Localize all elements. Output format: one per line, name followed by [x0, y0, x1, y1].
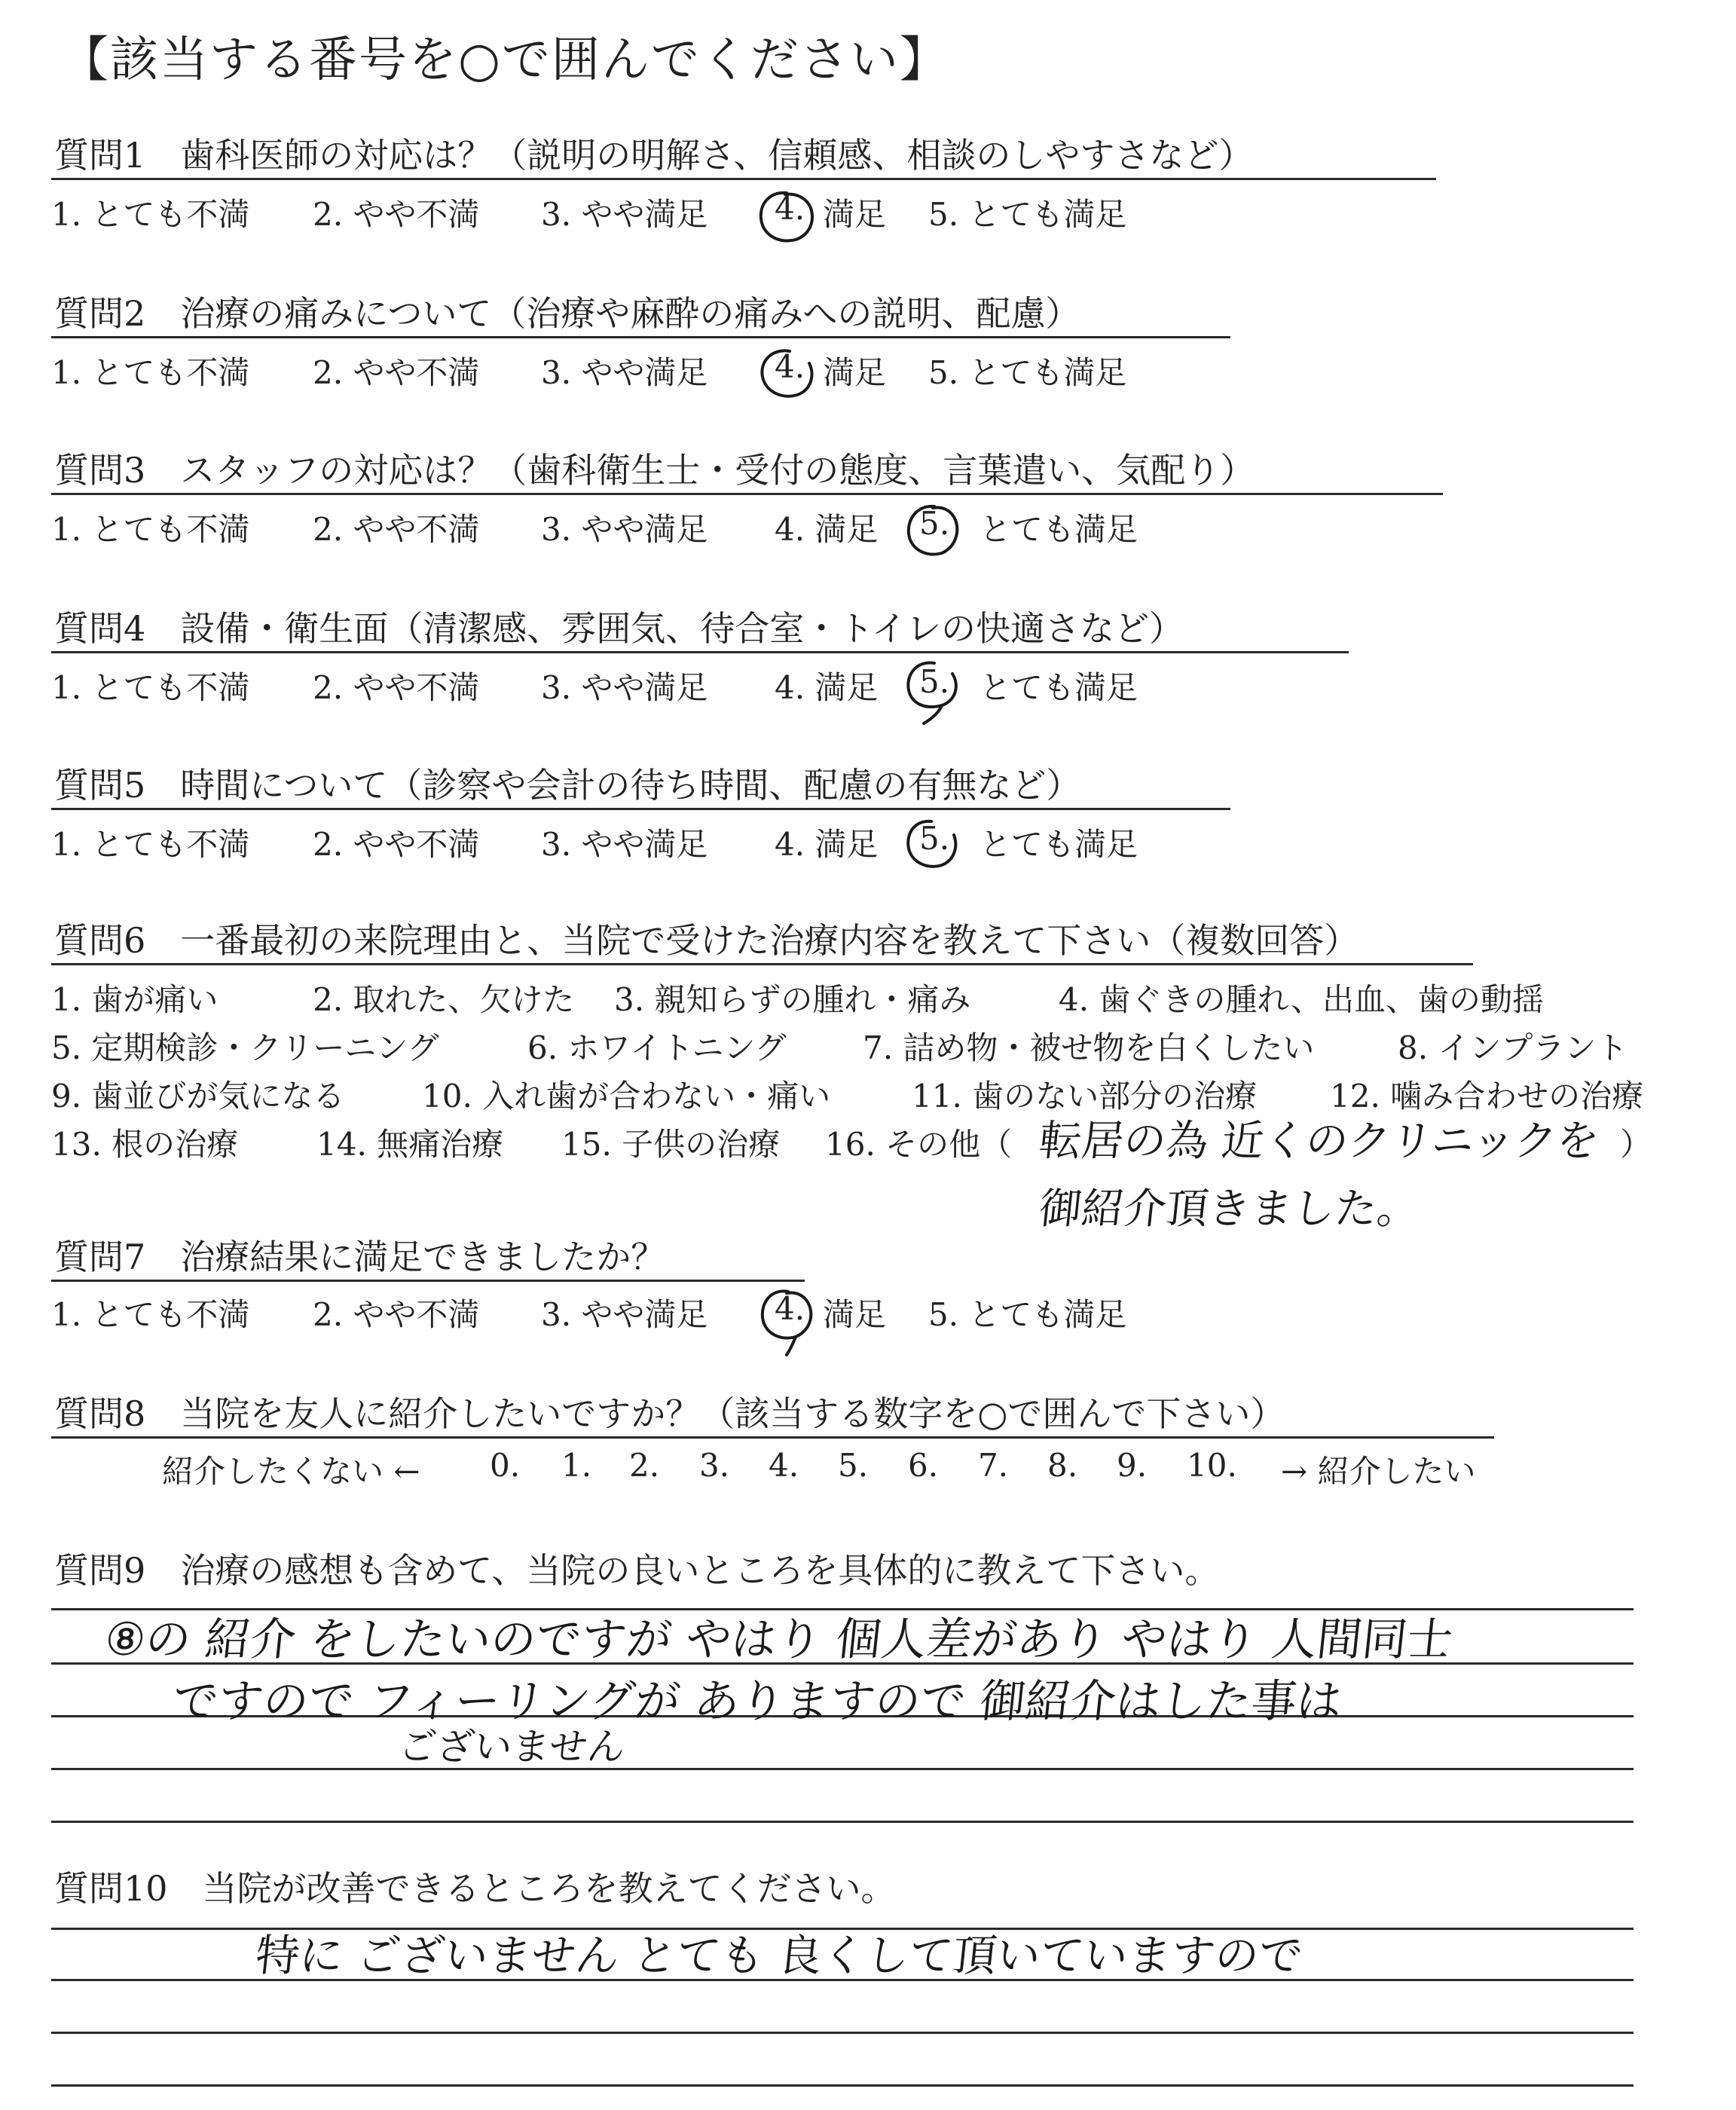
q6-other-answer-line1[interactable]: 転居の為 近くのクリニックを: [1037, 1117, 1602, 1166]
q9-answer-line-2[interactable]: ですので フィーリングが ありますので 御紹介はした事は: [170, 1675, 1345, 1728]
q4-option-3[interactable]: 3. やや満足: [541, 669, 708, 706]
q8-option-10[interactable]: 10.: [1187, 1447, 1237, 1484]
question-7-title: 質問7 治療結果に満足できましたか？: [54, 1237, 666, 1277]
q7-selection-circle: [756, 1286, 817, 1361]
q1-option-5[interactable]: 5. とても満足: [928, 196, 1127, 233]
q6-option-11[interactable]: 11. 歯のない部分の治療: [912, 1078, 1258, 1115]
question-8-underline: [51, 1436, 1494, 1439]
q5-selection-circle: [901, 815, 961, 876]
question-7-underline: [51, 1280, 805, 1282]
q4-option-2[interactable]: 2. やや不満: [313, 669, 480, 706]
q7-option-4-label: 満足: [823, 1296, 887, 1333]
q8-option-7[interactable]: 7.: [978, 1447, 1009, 1484]
q6-option-3[interactable]: 3. 親知らずの腫れ・痛み: [614, 981, 971, 1018]
q6-option-5[interactable]: 5. 定期検診・クリーニング: [51, 1029, 439, 1066]
q8-option-8[interactable]: 8.: [1047, 1447, 1078, 1484]
question-3-title: 質問3 スタッフの対応は？（歯科衛生士・受付の態度、言葉遣い、気配り）: [54, 450, 1255, 491]
q1-option-4[interactable]: 4.: [775, 190, 805, 227]
q6-option-9[interactable]: 9. 歯並びが気になる: [51, 1078, 345, 1115]
question-6-title: 質問6 一番最初の来院理由と、当院で受けた治療内容を教えて下さい（複数回答）: [54, 920, 1359, 961]
q6-option-1[interactable]: 1. 歯が痛い: [51, 981, 219, 1018]
q1-option-2[interactable]: 2. やや不満: [313, 196, 480, 233]
q2-option-1[interactable]: 1. とても不満: [51, 354, 250, 391]
q5-option-5[interactable]: 5.: [919, 820, 950, 857]
q6-option-10[interactable]: 10. 入れ歯が合わない・痛い: [422, 1078, 831, 1115]
q1-selection-circle: [756, 188, 817, 249]
q4-option-5[interactable]: 5.: [919, 663, 950, 700]
q7-option-5[interactable]: 5. とても満足: [928, 1296, 1127, 1333]
q9-writing-line-5: [51, 1821, 1634, 1823]
q6-option-16[interactable]: 16. その他（: [825, 1126, 1013, 1163]
q6-option-7[interactable]: 7. 詰め物・被せ物を白くしたい: [863, 1029, 1315, 1066]
q9-answer-line-3[interactable]: ございません: [396, 1725, 628, 1769]
q3-option-2[interactable]: 2. やや不満: [313, 511, 480, 548]
question-8-title: 質問8 当院を友人に紹介したいですか？（該当する数字を○で囲んで下さい）: [54, 1393, 1285, 1434]
q6-option-2[interactable]: 2. 取れた、欠けた: [313, 981, 575, 1018]
q2-option-4[interactable]: 4.: [775, 348, 805, 385]
question-6-underline: [51, 963, 1473, 965]
q2-option-2[interactable]: 2. やや不満: [313, 354, 480, 391]
q8-option-1[interactable]: 1.: [561, 1447, 592, 1484]
q10-answer-line-1[interactable]: 特に ございません とても 良くして頂いていますので: [252, 1930, 1306, 1981]
q6-other-answer-line2[interactable]: 御紹介頂きました。: [1037, 1185, 1422, 1234]
q8-option-5[interactable]: 5.: [838, 1447, 869, 1484]
q8-scale-left-label: 紹介したくない ←: [162, 1453, 420, 1490]
q5-option-4[interactable]: 4. 満足: [775, 826, 879, 863]
q8-option-4[interactable]: 4.: [769, 1447, 799, 1484]
q8-scale-right-label: → 紹介したい: [1281, 1453, 1476, 1490]
q8-option-3[interactable]: 3.: [699, 1447, 730, 1484]
q6-option-6[interactable]: 6. ホワイトニング: [527, 1029, 787, 1066]
q7-option-3[interactable]: 3. やや満足: [541, 1296, 708, 1333]
q10-writing-line-4: [51, 2084, 1634, 2087]
q6-option-15[interactable]: 15. 子供の治療: [561, 1126, 781, 1163]
q7-option-1[interactable]: 1. とても不満: [51, 1296, 250, 1333]
q1-option-4-label: 満足: [823, 196, 887, 233]
q8-option-6[interactable]: 6.: [908, 1447, 939, 1484]
q6-option-13[interactable]: 13. 根の治療: [51, 1126, 239, 1163]
q1-option-1[interactable]: 1. とても不満: [51, 196, 250, 233]
q6-other-close-paren: ）: [1620, 1126, 1652, 1163]
q4-option-5-label: とても満足: [980, 669, 1138, 706]
question-5-title: 質問5 時間について（診察や会計の待ち時間、配慮の有無など）: [54, 765, 1081, 806]
question-1-title: 質問1 歯科医師の対応は？（説明の明解さ、信頼感、相談のしやすさなど）: [54, 135, 1254, 176]
q7-option-4[interactable]: 4.: [775, 1290, 805, 1327]
question-4-underline: [51, 651, 1349, 653]
q3-option-3[interactable]: 3. やや満足: [541, 511, 708, 548]
q3-option-4[interactable]: 4. 満足: [775, 511, 879, 548]
q7-option-2[interactable]: 2. やや不満: [313, 1296, 480, 1333]
question-5-underline: [51, 808, 1230, 810]
q3-option-1[interactable]: 1. とても不満: [51, 511, 250, 548]
q5-option-1[interactable]: 1. とても不満: [51, 826, 250, 863]
q2-selection-circle: [756, 345, 817, 405]
q9-answer-line-1[interactable]: ⑧の 紹介 をしたいのですが やはり 個人差があり やはり 人間同士: [102, 1613, 1456, 1666]
question-1-underline: [51, 178, 1436, 180]
q8-option-0[interactable]: 0.: [490, 1447, 521, 1484]
q8-option-9[interactable]: 9.: [1117, 1447, 1148, 1484]
q4-selection-circle: [901, 657, 964, 729]
q6-option-4[interactable]: 4. 歯ぐきの腫れ、出血、歯の動揺: [1059, 981, 1544, 1018]
q1-option-3[interactable]: 3. やや満足: [541, 196, 708, 233]
q4-option-1[interactable]: 1. とても不満: [51, 669, 250, 706]
question-3-underline: [51, 493, 1443, 495]
q5-option-5-label: とても満足: [980, 826, 1138, 863]
q5-option-3[interactable]: 3. やや満足: [541, 826, 708, 863]
q6-option-8[interactable]: 8. インプラント: [1398, 1029, 1628, 1066]
q9-writing-line-4: [51, 1768, 1634, 1770]
question-4-title: 質問4 設備・衛生面（清潔感、雰囲気、待合室・トイレの快適さなど）: [54, 608, 1184, 649]
q5-option-2[interactable]: 2. やや不満: [313, 826, 480, 863]
q8-option-2[interactable]: 2.: [629, 1447, 660, 1484]
q2-option-3[interactable]: 3. やや満足: [541, 354, 708, 391]
question-9-title: 質問9 治療の感想も含めて、当院の良いところを具体的に教えて下さい。: [54, 1550, 1220, 1591]
q6-option-12[interactable]: 12. 噛み合わせの治療: [1330, 1078, 1644, 1115]
q2-option-4-label: 満足: [823, 354, 887, 391]
q10-writing-line-3: [51, 2032, 1634, 2034]
q3-option-5[interactable]: 5.: [919, 505, 950, 542]
q2-option-5[interactable]: 5. とても満足: [928, 354, 1127, 391]
question-2-title: 質問2 治療の痛みについて（治療や麻酔の痛みへの説明、配慮）: [54, 293, 1080, 334]
question-2-underline: [51, 336, 1230, 338]
q3-selection-circle: [903, 502, 963, 562]
question-10-title: 質問10 当院が改善できるところを教えてください。: [54, 1868, 896, 1909]
form-header: 【該当する番号を○で囲んでください】: [60, 32, 949, 88]
q6-option-14[interactable]: 14. 無痛治療: [316, 1126, 504, 1163]
q4-option-4[interactable]: 4. 満足: [775, 669, 879, 706]
q3-option-5-label: とても満足: [980, 511, 1138, 548]
